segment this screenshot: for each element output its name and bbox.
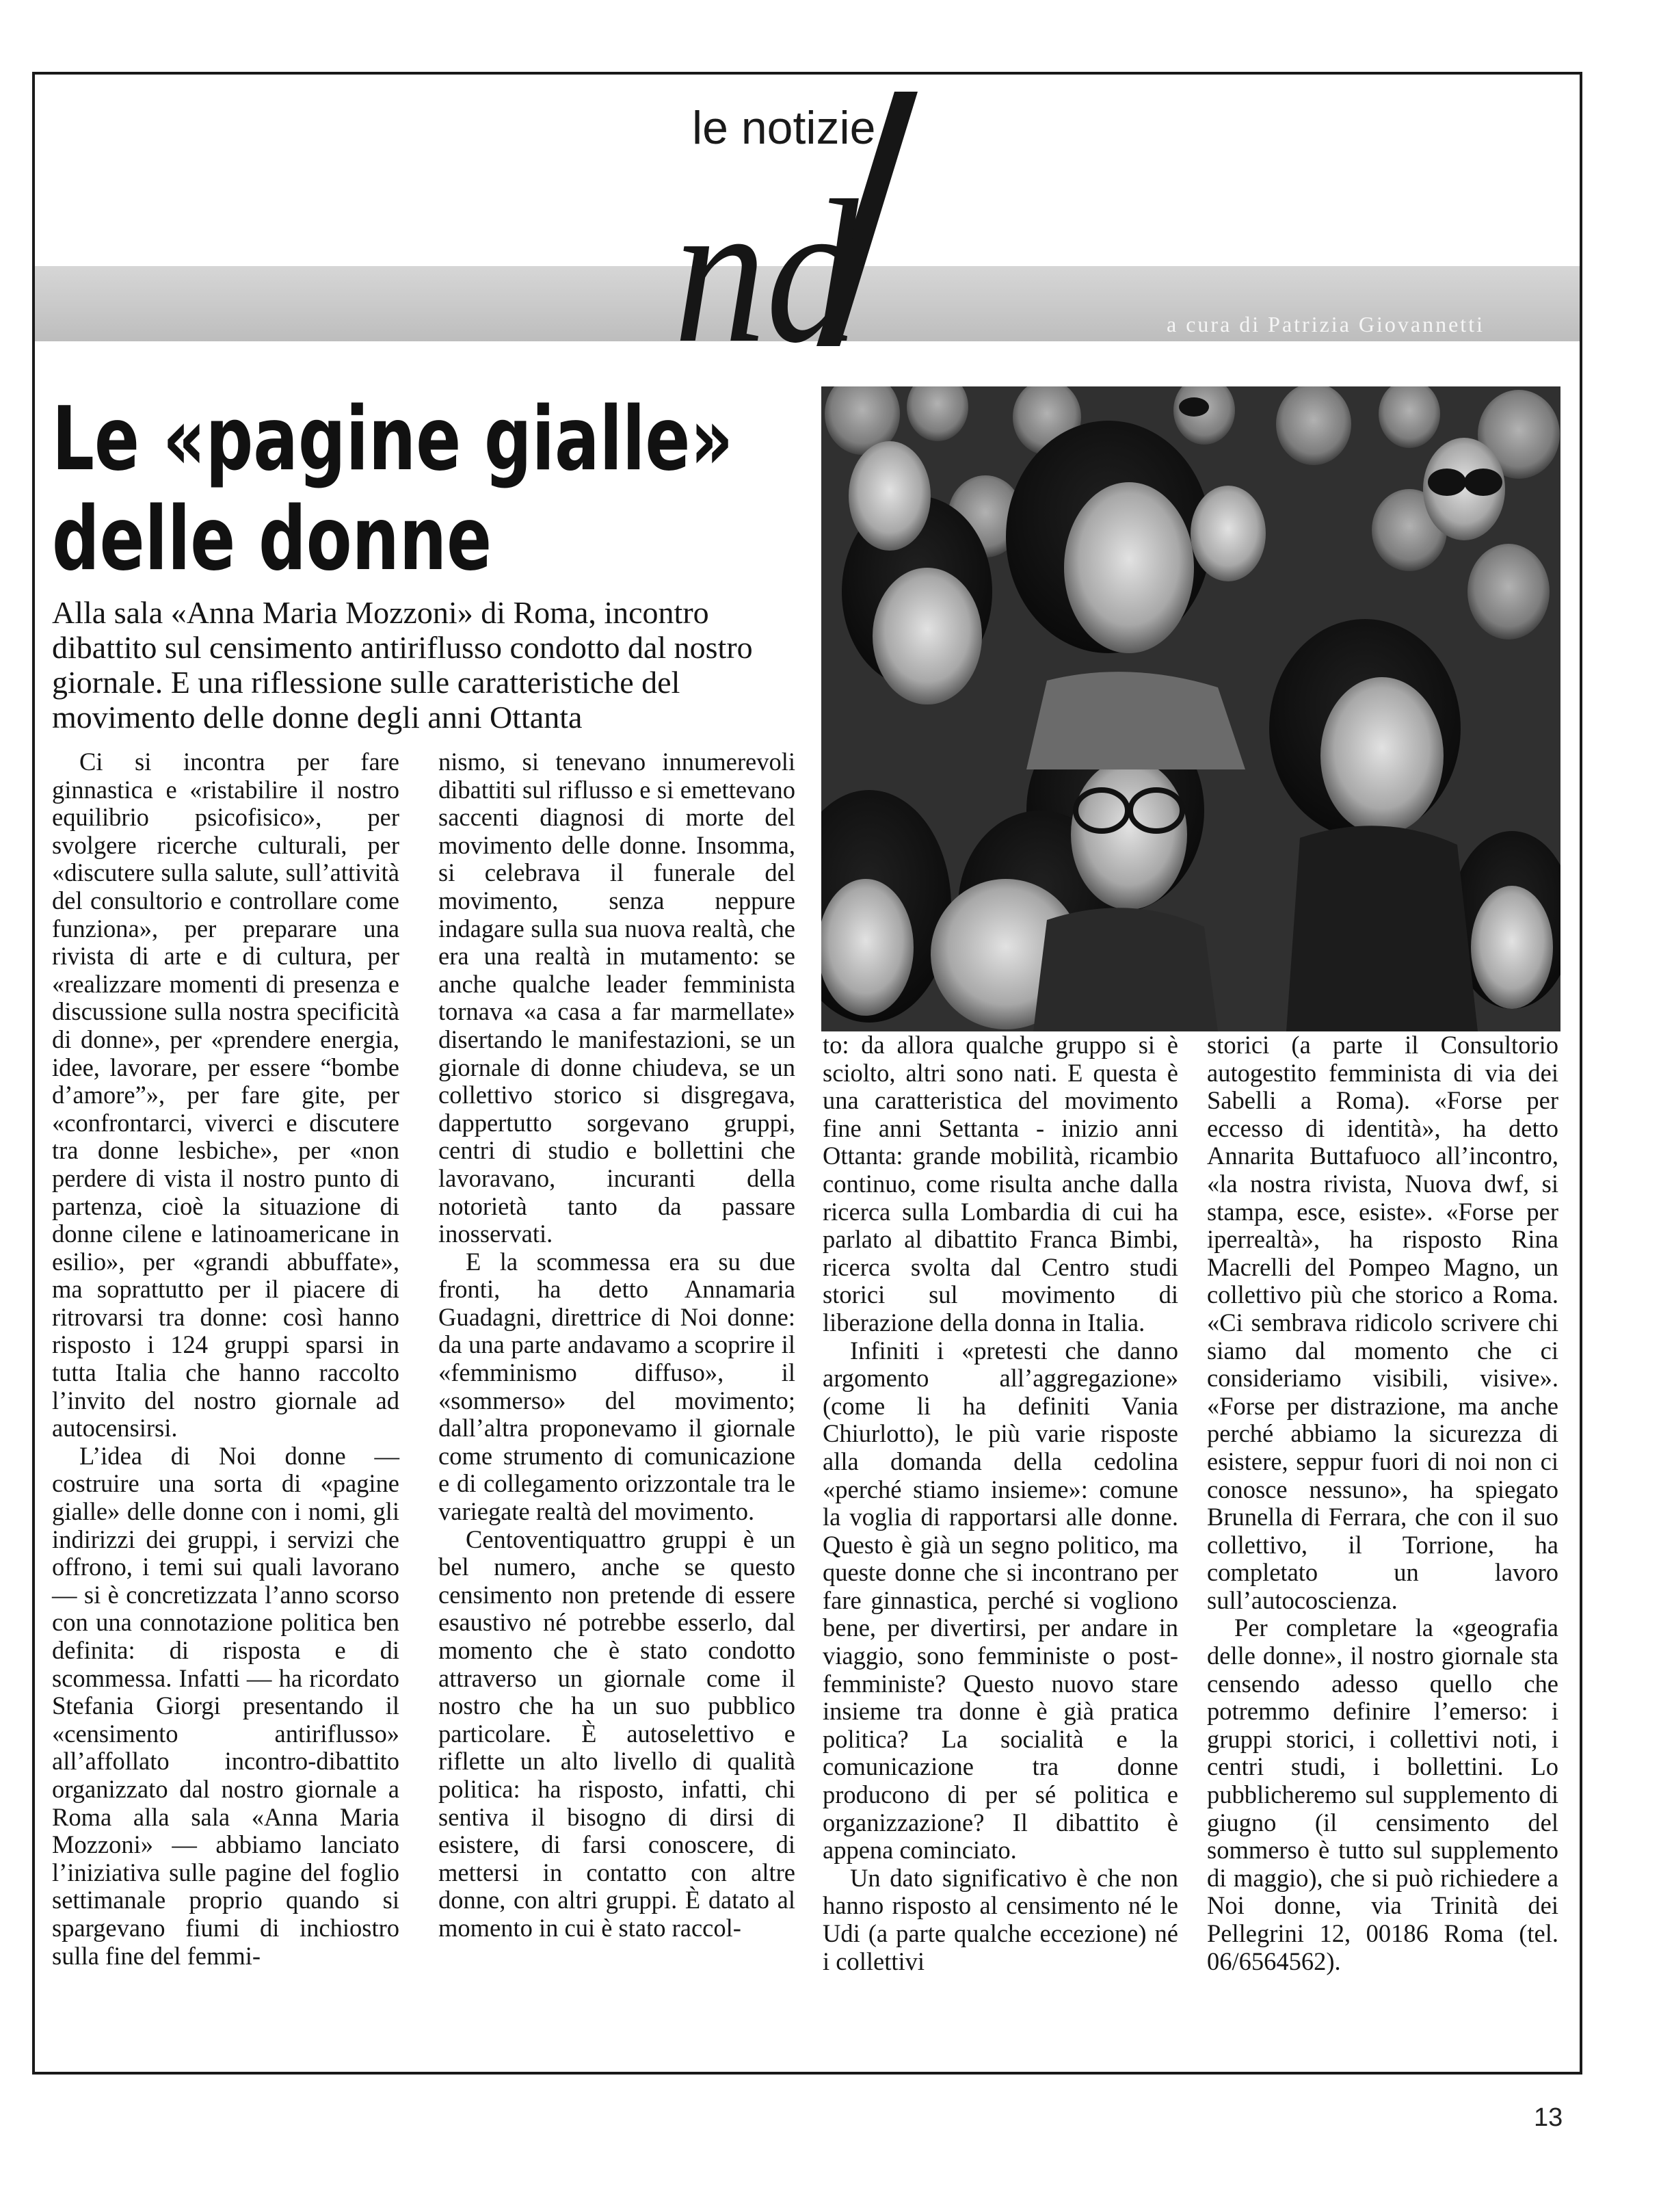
paragraph: nismo, si tenevano innumerevoli dibattiti sul riflusso e si emettevano saccenti diagnosi di morte del movimento delle donne. Insomma, si celebrava il funerale del movimento, senza neppure indagare sulla sua nuova realtà, che era una realtà in mutamento: se anche qualche leader femminista tornava «a casa a far marmellate» disertando le manifestazioni, se un giornale di donne chiudeva, se un collettivo storico si disgregava, dappertutto sorgevano gruppi, centri di studio e bollettini che lavoravano, incuranti della notorietà tanto da passare inosservati. [438, 748, 795, 1248]
article-headline [52, 390, 733, 590]
nd-logo [656, 82, 951, 356]
paragraph: E la scommessa era su due fronti, ha detto Annamaria Guadagni, direttrice di Noi donne: da una parte andavamo a scoprire il «femminismo diffuso», il «sommerso» del movimento; dall’altra proponevamo il giornale come strumento di comunicazione e di collegamento orizzontale tra le variegate realtà del movimento. [438, 1247, 795, 1526]
paragraph: Per completare la «geografia delle donne», il nostro giornale sta censendo adesso quello che potremmo definire l’emerso: i gruppi storici, i collettivi noti, i centri studi, i bollettini. Lo pubblicheremo sul supplemento di giugno (il censimento del sommerso è tutto sul supplemento di maggio), che si può richiedere a Noi donne, via Trinità dei Pellegrini 12, 00186 Roma (tel. 06/6564562). [1207, 1614, 1558, 1975]
paragraph: Ci si incontra per fare ginnastica e «ristabilire il nostro equilibrio psicofisico», per svolgere ricerche culturali, per «discutere sulla salute, sull’attività del consultorio e controllare come funziona», per preparare una rivista di arte e di cultura, per «realizzare momenti di presenza e discussione sulla nostra specificità di donne», per «prendere energia, idee, lavorare, per essere “bombe d’amore”», per fare gite, per «confrontarci, viverci e discutere tra donne lesbiche», per «non perdere di vista il nostro punto di partenza, cioè la situazione di donne cilene e latinoamericane in esilio», per «grandi abbuffate», ma soprattutto per il piacere di ritrovarsi tra donne: così hanno risposto i 124 gruppi sparsi in tutta Italia che hanno raccolto l’invito del nostro giornale ad autocensirsi. [52, 748, 399, 1443]
paragraph: Un dato significativo è che non hanno risposto al censimento né le Udi (a parte qualche eccezione) né i collettivi [823, 1863, 1178, 1975]
headline-line-1: Le «pagine gialle» [52, 389, 734, 490]
column-1 [52, 748, 399, 1970]
paragraph: to: da allora qualche gruppo si è sciolto, altri sono nati. E questa è una caratteristica del movimento fine anni Settanta - inizio anni Ottanta: grande mobilità, ricambio continuo, come risulta anche dalla ricerca sulla Lombardia di cui ha parlato al dibattito Franca Bimbi, ricerca svolta dal Centro studi storici sul movimento di liberazione della donna in Italia. [823, 1031, 1178, 1337]
curator-credit: a cura di Patrizia Giovannetti [1167, 312, 1485, 337]
paragraph: storici (a parte il Consultorio autogestito femminista di via dei Sabelli a Roma). «Forse per eccesso di identità», ha detto Annarita Buttafuoco all’incontro, «la nostra rivista, Nuova dwf, si stampa, esce, esiste». «Forse per iperrealtà», ha risposto Rina Macrelli del Pompeo Magno, un collettivo più che storico a Roma. «Ci sembrava ridicolo scrivere chi siamo dal momento che ci consideriamo visibili, visive». «Forse per distrazione, ma anche perché abbiamo la sicurezza di esistere, seppur fuori di noi non ci conosce nessuno», ha spiegato Brunella di Ferrara, che con il suo collettivo, il Torrione, ha completato un lavoro sull’autocoscienza. [1207, 1031, 1558, 1614]
page-number: 13 [1534, 2103, 1563, 2132]
paragraph: Infiniti i «pretesti che danno argomento all’aggregazione» (come li ha definiti Vania Chiurlotto), le più varie risposte alla domanda della cedolina «perché stiamo insieme»: comune la voglia di rapportarsi alle donne. Questo è già un segno politico, ma queste donne che si incontrano per fare ginnastica, perché si vogliono bene, per divertirsi, per andare in viaggio, sono femministe o post-femministe? Questo nuovo stare insieme tra donne è già pratica politica? La socialità e la comunicazione tra donne producono di per sé politica e organizzazione? Il dibattito è appena cominciato. [823, 1336, 1178, 1865]
column-3 [823, 1031, 1178, 1975]
section-title: le notizie [692, 102, 876, 154]
crowd-photo [821, 386, 1560, 1031]
article-deck: Alla sala «Anna Maria Mozzoni» di Roma, incontro dibattito sul censimento antiriflusso condotto dal nostro giornale. E una riflessione sulle caratteristiche del movimento delle donne degli anni Ottanta [52, 595, 753, 735]
paragraph: L’idea di Noi donne — costruire una sorta di «pagine gialle» delle donne con i nomi, gli indirizzi dei gruppi, i servizi che offrono, i temi sui quali lavorano — si è concretizzata l’anno scorso con una connotazione politica ben definita: di risposta e di scommessa. Infatti — ha ricordato Stefania Giorgi presentando il «censimento antiriflusso» all’affollato incontro-dibattito organizzato dal nostro giornale a Roma alla sala «Anna Maria Mozzoni» — abbiamo lanciato l’iniziativa sulle pagine del foglio settimanale proprio quando si spargevano fiumi di inchiostro sulla fine del femmi- [52, 1441, 399, 1970]
headline-line-2: delle donne [52, 488, 492, 590]
svg-text:nd: nd [674, 158, 859, 356]
column-4 [1207, 1031, 1558, 1975]
column-2 [438, 748, 795, 1943]
paragraph: Centoventiquattro gruppi è un bel numero, anche se questo censimento non pretende di essere esaustivo né potrebbe esserlo, dal momento che è stato condotto attraverso un giornale come il nostro che ha un suo pubblico particolare. È autoselettivo e riflette un alto livello di qualità politica: ha risposto, infatti, chi sentiva il bisogno di dirsi di esistere, di farsi conoscere, di mettersi in contatto con altre donne, con altri gruppi. È datato al momento in cui è stato raccol- [438, 1525, 795, 1942]
